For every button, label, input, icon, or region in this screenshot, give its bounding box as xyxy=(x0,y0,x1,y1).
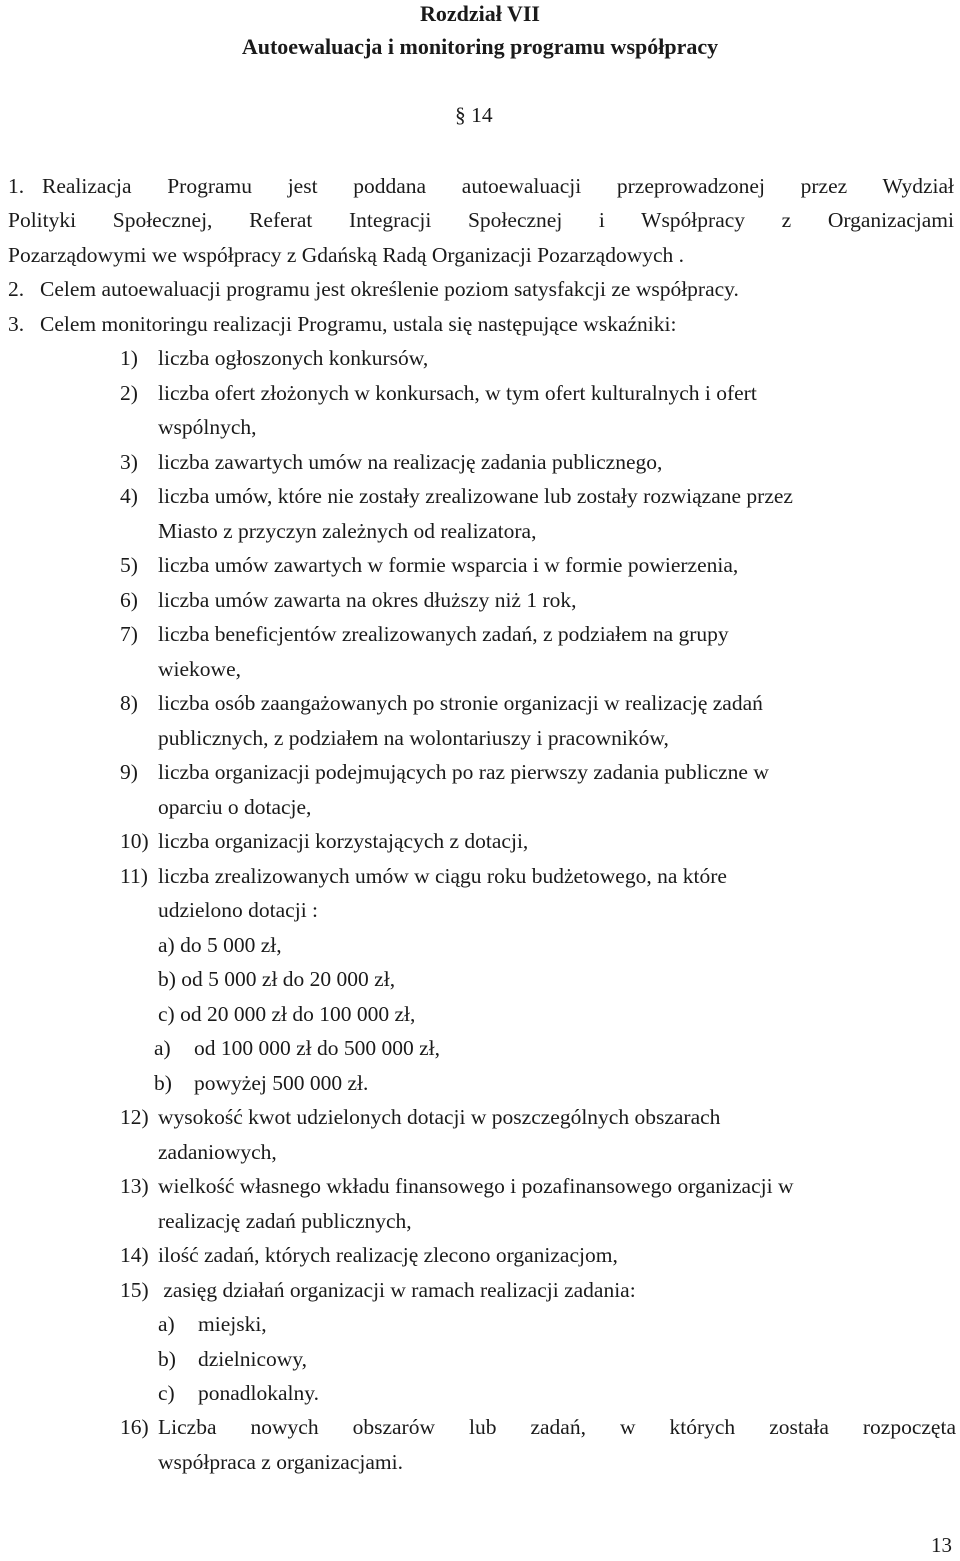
list-item: 10) liczba organizacji korzystających z dotacji, xyxy=(120,829,529,853)
paragraph-1 xyxy=(42,169,954,204)
list-item-continuation: udzielono dotacji : xyxy=(158,898,319,922)
list-item: 8) liczba osób zaangażowanych po stronie organizacji w realizację zadań xyxy=(120,691,763,715)
paragraph-1-line: Realizacja Programu jest poddana autoewaluacji przeprowadzonej przez Wydział xyxy=(42,174,954,198)
list-item-continuation: wiekowe, xyxy=(158,657,241,681)
sub-list-item: b) dzielnicowy, xyxy=(158,1347,308,1371)
list-item: 1) liczba ogłoszonych konkursów, xyxy=(120,346,429,370)
sub-list-item: a) od 100 000 zł do 500 000 zł, xyxy=(154,1036,441,1060)
list-item: 4) liczba umów, które nie zostały zrealizowane lub zostały rozwiązane przez xyxy=(120,484,793,508)
paragraph-1-line: Polityki Społecznej, Referat Integracji Społecznej i Współpracy z Organizacjami xyxy=(8,208,954,232)
chapter-title: Rozdział VII xyxy=(420,1,540,26)
list-item: 15) zasięg działań organizacji w ramach realizacji zadania: xyxy=(120,1278,636,1302)
list-item-continuation: zadaniowych, xyxy=(158,1140,277,1164)
list-item: 2) liczba ofert złożonych w konkursach, w tym ofert kulturalnych i ofert xyxy=(120,381,757,405)
list-item-continuation: wspólnych, xyxy=(158,415,257,439)
list-item-continuation: współpraca z organizacjami. xyxy=(158,1450,403,1474)
list-item-continuation: Miasto z przyczyn zależnych od realizatora, xyxy=(158,519,537,543)
page-number: 13 xyxy=(931,1533,952,1557)
sub-list-item: c) od 20 000 zł do 100 000 zł, xyxy=(158,1002,416,1026)
sub-list-item: b) powyżej 500 000 zł. xyxy=(154,1071,369,1095)
list-item: 5) liczba umów zawartych w formie wsparcia i w formie powierzenia, xyxy=(120,553,739,577)
paragraph-3 xyxy=(8,307,676,342)
sub-list-item: c) ponadlokalny. xyxy=(158,1381,320,1405)
paragraph-2 xyxy=(8,272,739,307)
section-number: § 14 xyxy=(455,103,493,127)
list-item-continuation: publicznych, z podziałem na wolontariuszy i pracowników, xyxy=(158,726,669,750)
list-item: 9) liczba organizacji podejmujących po raz pierwszy zadania publiczne w xyxy=(120,760,769,784)
paragraph-1-line: Pozarządowymi we współpracy z Gdańską Radą Organizacji Pozarządowych . xyxy=(8,243,685,267)
list-item: 11) liczba zrealizowanych umów w ciągu roku budżetowego, na które xyxy=(120,864,727,888)
justified-line: Liczba nowych obszarów lub zadań, w których została rozpoczęta xyxy=(158,1415,956,1439)
sub-list-item: a) do 5 000 zł, xyxy=(158,933,282,957)
list-item-continuation: oparciu o dotacje, xyxy=(158,795,312,819)
chapter-subtitle: Autoewaluacja i monitoring programu współpracy xyxy=(241,34,719,59)
paragraph-3-number: 3. xyxy=(8,312,25,336)
list-item: 6) liczba umów zawarta na okres dłuższy niż 1 rok, xyxy=(120,588,577,612)
paragraph-3-text: Celem monitoringu realizacji Programu, ustala się następujące wskaźniki: xyxy=(40,312,677,336)
paragraph-1-number: 1. xyxy=(8,174,25,198)
sub-list-item: b) od 5 000 zł do 20 000 zł, xyxy=(158,967,396,991)
list-item: 3) liczba zawartych umów na realizację zadania publicznego, xyxy=(120,450,663,474)
paragraph-2-number: 2. xyxy=(8,277,25,301)
list-item: 13) wielkość własnego wkładu finansowego i pozafinansowego organizacji w xyxy=(120,1174,794,1198)
list-item: 14) ilość zadań, których realizację zlecono organizacjom, xyxy=(120,1243,618,1267)
paragraph-2-text: Celem autoewaluacji programu jest określenie poziom satysfakcji ze współpracy. xyxy=(40,277,739,301)
list-item: 12) wysokość kwot udzielonych dotacji w poszczególnych obszarach xyxy=(120,1105,721,1129)
list-item-continuation: realizację zadań publicznych, xyxy=(158,1209,412,1233)
list-item: 7) liczba beneficjentów zrealizowanych zadań, z podziałem na grupy xyxy=(120,622,729,646)
list-item: 16) Liczba nowych obszarów lub zadań, w których została rozpoczęta xyxy=(120,1410,956,1445)
sub-list-item: a) miejski, xyxy=(158,1312,267,1336)
